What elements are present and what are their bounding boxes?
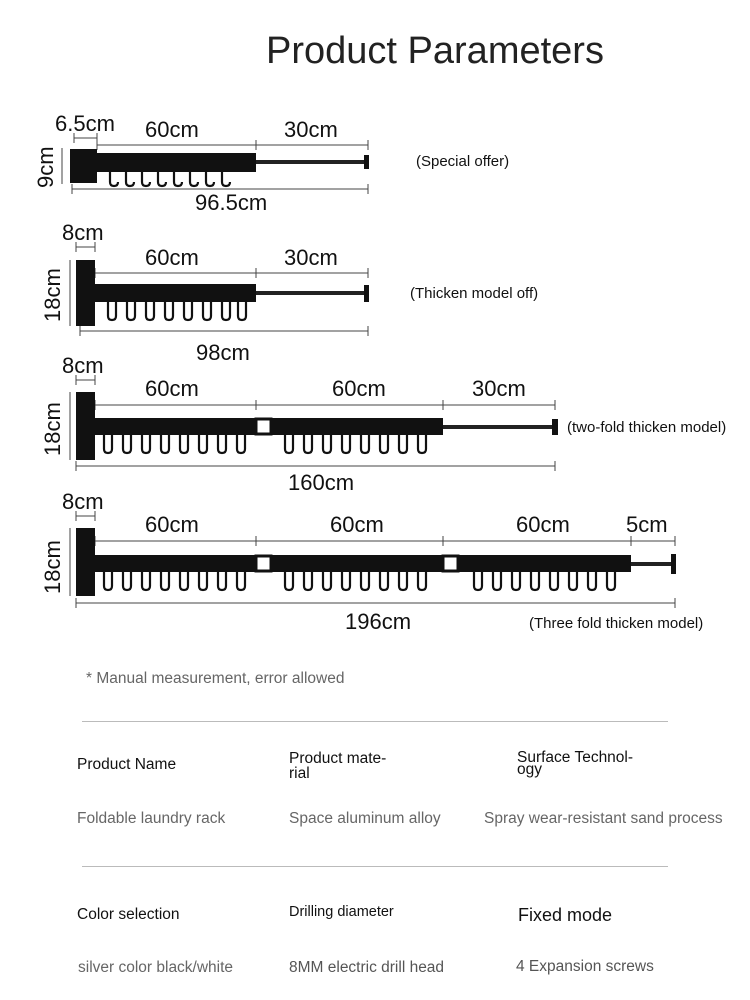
total-label: 196cm (345, 609, 412, 634)
total-label: 98cm (196, 340, 250, 365)
surface-header-line1: Surface Technol- (517, 749, 634, 766)
total-label: 96.5cm (195, 190, 268, 215)
product-name-header: Product Name (77, 756, 177, 773)
hooks-row (104, 435, 426, 453)
fold-joint (443, 556, 458, 571)
segment-label: 30cm (284, 117, 338, 142)
width-label: 6.5cm (55, 111, 115, 136)
color-value: silver color black/white (78, 959, 234, 976)
arm-bar (458, 555, 631, 572)
fold-joint (256, 556, 271, 571)
surface-value: Spray wear-resistant sand process (484, 810, 723, 827)
segment-label: 5cm (626, 512, 668, 537)
material-header-line1: Product mate- (289, 750, 387, 767)
width-label: 8cm (62, 489, 104, 514)
rod-end-cap (552, 419, 558, 435)
extension-rod (256, 291, 366, 295)
surface-header-line2: ogy (517, 761, 542, 778)
color-header: Color selection (77, 906, 180, 923)
hooks-row (110, 172, 230, 186)
extension-rod (443, 425, 555, 429)
divider (82, 721, 668, 722)
model-note: (two-fold thicken model) (567, 419, 727, 436)
page-title: Product Parameters (266, 30, 604, 72)
extension-rod (631, 562, 673, 566)
material-header-line2: rial (289, 765, 310, 782)
rack-model-3 (40, 353, 726, 495)
segment-label: 30cm (284, 245, 338, 270)
segment-label: 60cm (332, 376, 386, 401)
drilling-value: 8MM electric drill head (289, 959, 445, 976)
height-label: 9cm (33, 146, 58, 188)
model-note: (Special offer) (416, 153, 510, 170)
segment-label: 60cm (516, 512, 570, 537)
rod-end-cap (364, 285, 369, 302)
material-value: Space aluminum alloy (289, 810, 441, 827)
extension-rod (256, 160, 366, 164)
arm-bar (271, 555, 443, 572)
rack-model-2 (40, 220, 538, 365)
model-note: (Thicken model off) (410, 285, 539, 302)
total-label: 160cm (288, 470, 355, 495)
fold-joint (256, 419, 271, 434)
segment-label: 60cm (330, 512, 384, 537)
width-label: 8cm (62, 353, 104, 378)
fixed-mode-value: 4 Expansion screws (516, 958, 654, 975)
rack-model-4 (40, 489, 703, 634)
arm-bar (271, 418, 443, 435)
segment-label: 30cm (472, 376, 526, 401)
height-label: 18cm (40, 540, 65, 594)
height-label: 18cm (40, 268, 65, 322)
segment-label: 60cm (145, 245, 199, 270)
model-note: (Three fold thicken model) (529, 615, 704, 632)
measurement-note: * Manual measurement, error allowed (86, 670, 345, 687)
arm-bar (91, 153, 256, 172)
fixed-mode-header: Fixed mode (518, 905, 613, 925)
divider (82, 866, 668, 867)
segment-label: 60cm (145, 117, 199, 142)
segment-label: 60cm (145, 376, 199, 401)
product-name-value: Foldable laundry rack (77, 810, 226, 827)
arm-bar (91, 284, 256, 302)
segment-label: 60cm (145, 512, 199, 537)
height-label: 18cm (40, 402, 65, 456)
hooks-row (104, 572, 615, 590)
width-label: 8cm (62, 220, 104, 245)
rod-end-cap (671, 554, 676, 574)
drilling-header: Drilling diameter (289, 904, 394, 920)
rack-model-1 (33, 111, 509, 215)
hooks-row (108, 302, 246, 320)
arm-bar (91, 418, 256, 435)
arm-bar (91, 555, 256, 572)
rod-end-cap (364, 155, 369, 169)
